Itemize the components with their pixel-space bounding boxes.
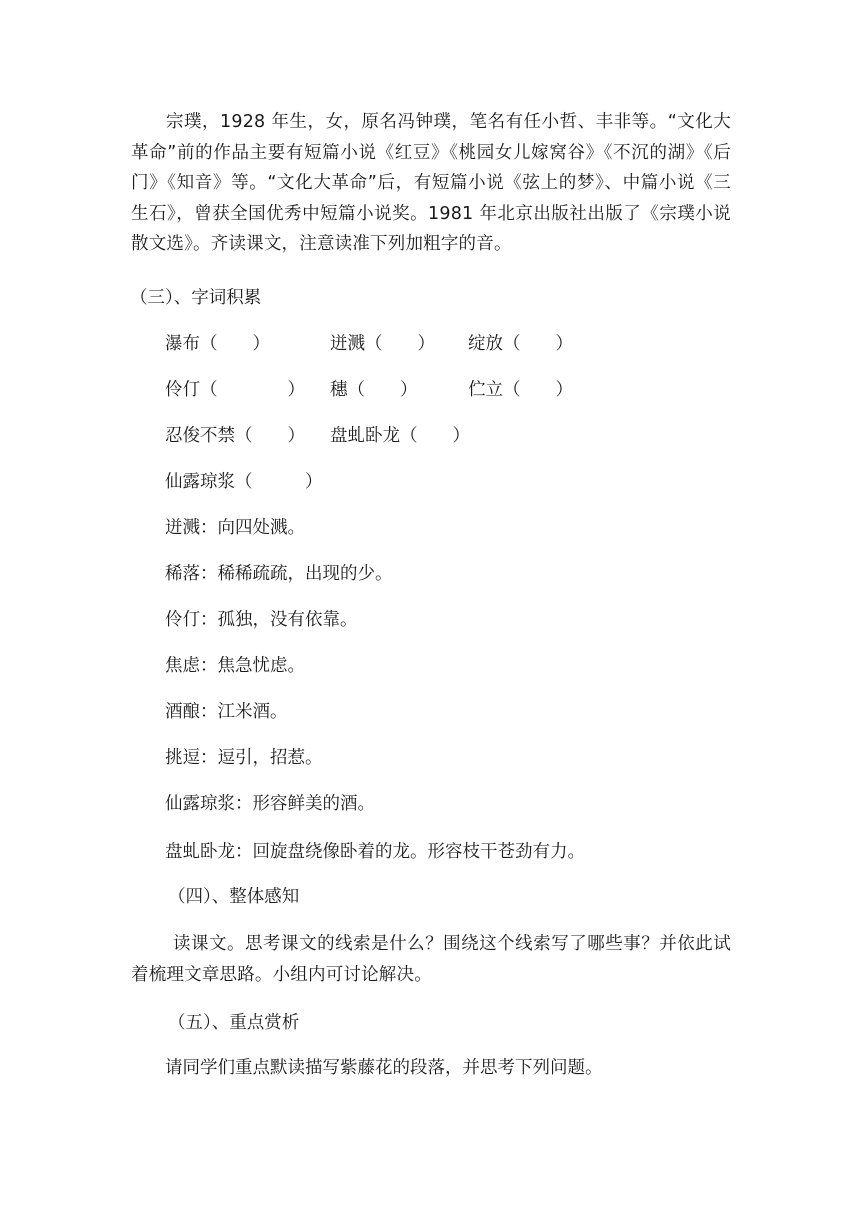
vocab-item: 忍俊不禁（ ） (165, 426, 305, 446)
section-5-paragraph: 请同学们重点默读描写紫藤花的段落，并思考下列问题。 (165, 1058, 603, 1078)
definition: 仙露琼浆：形容鲜美的酒。 (165, 794, 375, 814)
vocab-item: 穗（ ） (330, 380, 418, 400)
definition: 稀落：稀稀疏疏，出现的少。 (165, 564, 393, 584)
section-3-heading: （三）、字词积累 (130, 288, 262, 308)
section-4-heading: （四）、整体感知 (168, 887, 300, 907)
definition: 酒酿：江米酒。 (165, 702, 288, 722)
definition: 焦虑：焦急忧虑。 (165, 656, 305, 676)
definition: 盘虬卧龙：回旋盘绕像卧着的龙。形容枝干苍劲有力。 (165, 842, 585, 862)
vocab-item: 迸溅（ ） (330, 334, 435, 354)
vocab-item: 绽放（ ） (468, 334, 573, 354)
vocab-item: 盘虬卧龙（ ） (330, 426, 470, 446)
vocab-item: 伶仃（ ） (165, 380, 305, 400)
definition: 伶仃：孤独，没有依靠。 (165, 610, 358, 630)
definition: 挑逗：逗引，招惹。 (165, 748, 323, 768)
vocab-item: 伫立（ ） (468, 380, 573, 400)
vocab-item: 瀑布（ ） (165, 334, 270, 354)
section-5-heading: （五）、重点赏析 (168, 1013, 300, 1033)
vocab-item: 仙露琼浆（ ） (165, 472, 323, 492)
intro-paragraph: 宗璞，1928 年生，女，原名冯钟璞，笔名有任小哲、丰非等。“文化大革命”前的作品主要有短篇小说《红豆》《桃园女儿嫁窝谷》《不沉的湖》《后门》《知音》等。“文化大革命”后，有短篇小说《弦上的梦》、中篇小说《三生石》，曾获全国优秀中短篇小说奖。1981 年北京出版社出版了《宗璞小说散文选》。齐读课文，注意读准下列加粗字的音。 (131, 112, 731, 254)
section-4-paragraph: 读课文。思考课文的线索是什么？围绕这个线索写了哪些事？并依此试着梳理文章思路。小组内可讨论解决。 (131, 934, 731, 985)
definition: 迸溅：向四处溅。 (165, 518, 305, 538)
